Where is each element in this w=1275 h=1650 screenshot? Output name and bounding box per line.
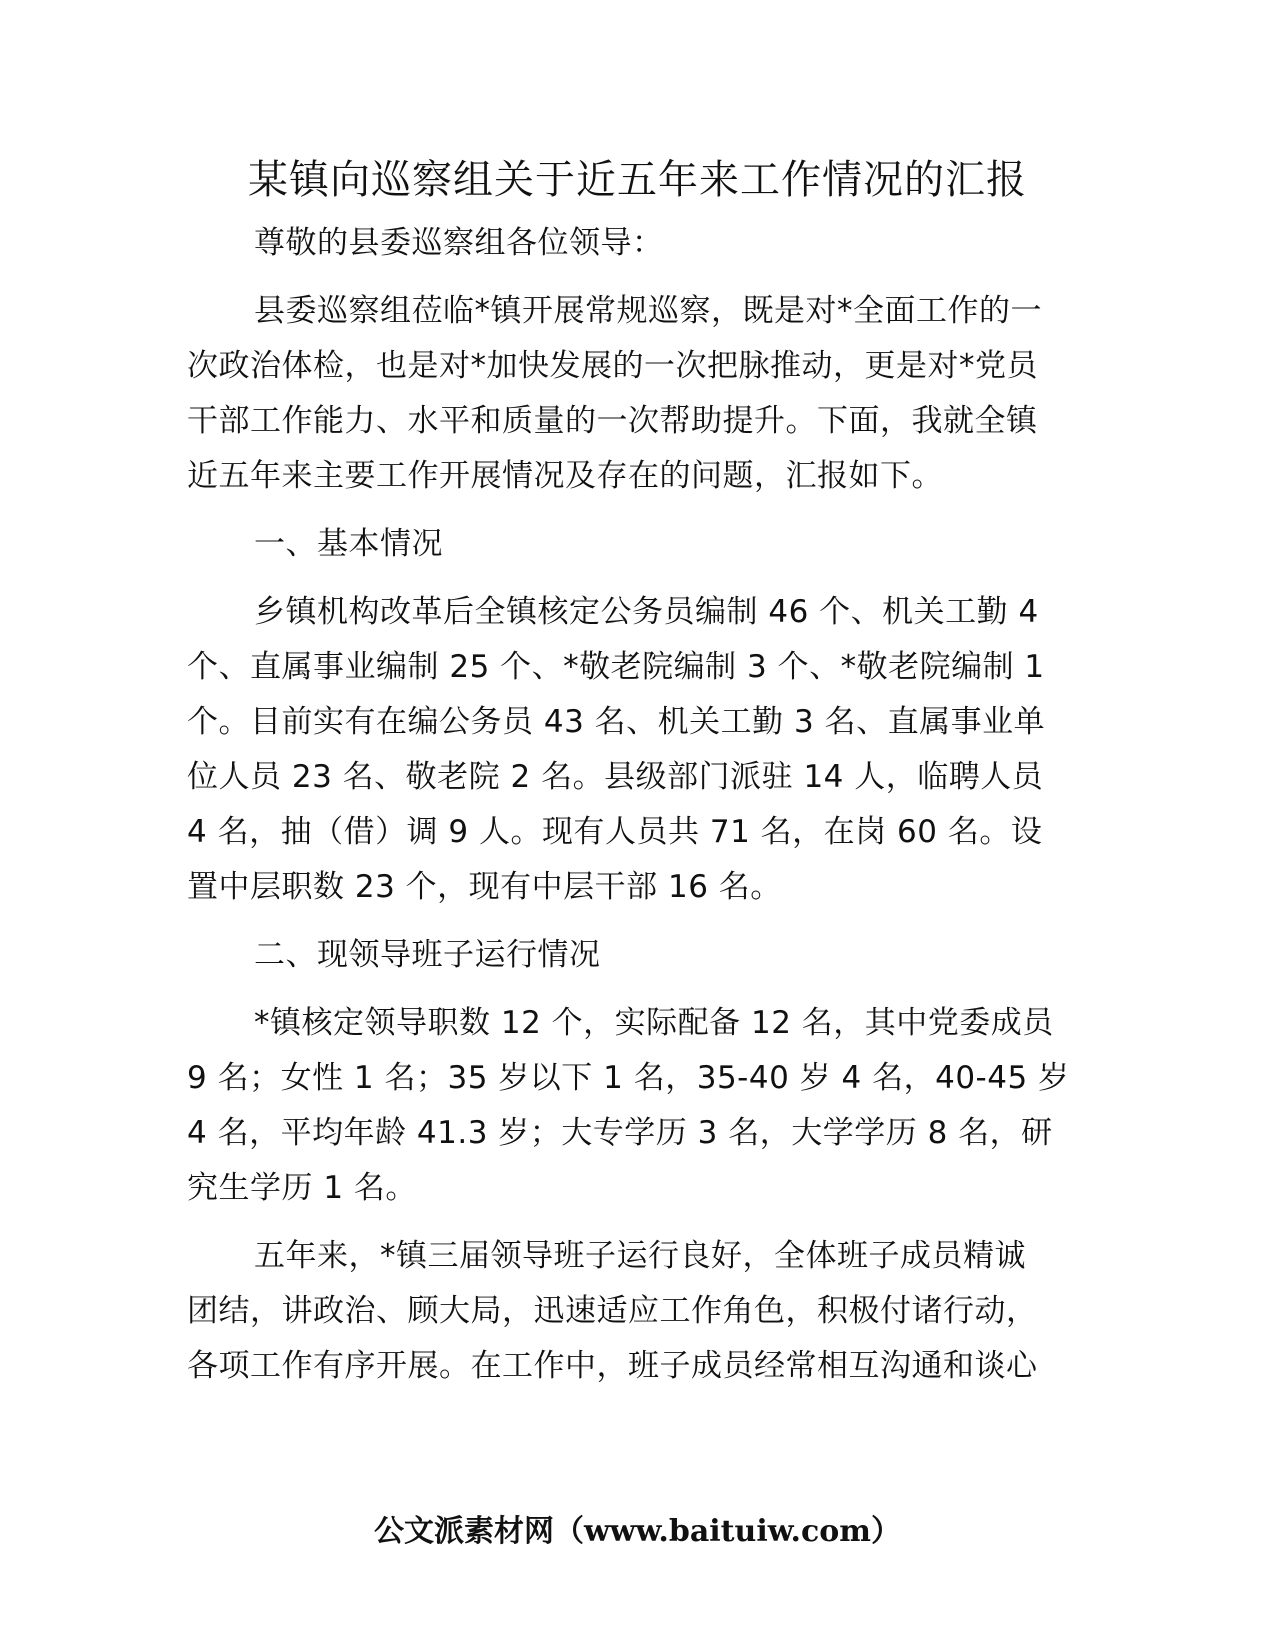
paragraph-line: 4 名，平均年龄 41.3 岁；大专学历 3 名，大学学历 8 名，研 <box>187 1115 1053 1151</box>
paragraph-line: 乡镇机构改革后全镇核定公务员编制 46 个、机关工勤 4 <box>254 594 1039 630</box>
document-title: 某镇向巡察组关于近五年来工作情况的汇报 <box>248 157 1027 203</box>
paragraph-line: 各项工作有序开展。在工作中，班子成员经常相互沟通和谈心 <box>187 1348 1038 1384</box>
paragraph-line: 五年来，*镇三届领导班子运行良好，全体班子成员精诚 <box>254 1238 1026 1274</box>
paragraph-line: 个。目前实有在编公务员 43 名、机关工勤 3 名、直属事业单 <box>187 704 1046 740</box>
paragraph-line: 9 名；女性 1 名；35 岁以下 1 名，35-40 岁 4 名，40-45 岁 <box>187 1060 1070 1096</box>
paragraph-line: 置中层职数 23 个，现有中层干部 16 名。 <box>187 869 782 905</box>
paragraph-line: 县委巡察组莅临*镇开展常规巡察，既是对*全面工作的一 <box>254 293 1042 329</box>
paragraph-line: 团结，讲政治、顾大局，迅速适应工作角色，积极付诸行动， <box>187 1293 1038 1329</box>
paragraph-line: 干部工作能力、水平和质量的一次帮助提升。下面，我就全镇 <box>187 403 1038 439</box>
paragraph-line: 次政治体检，也是对*加快发展的一次把脉推动，更是对*党员 <box>187 348 1038 384</box>
salutation: 尊敬的县委巡察组各位领导： <box>254 225 664 261</box>
paragraph-line: *镇核定领导职数 12 个，实际配备 12 名，其中党委成员 <box>254 1005 1054 1041</box>
paragraph-line: 究生学历 1 名。 <box>187 1170 417 1206</box>
section-heading: 一、基本情况 <box>254 526 443 562</box>
paragraph-line: 4 名，抽（借）调 9 人。现有人员共 71 名，在岗 60 名。设 <box>187 814 1043 850</box>
paragraph-line: 个、直属事业编制 25 个、*敬老院编制 3 个、*敬老院编制 1 <box>187 649 1045 685</box>
section-heading: 二、现领导班子运行情况 <box>254 937 601 973</box>
paragraph-line: 位人员 23 名、敬老院 2 名。县级部门派驻 14 人，临聘人员 <box>187 759 1044 795</box>
paragraph-line: 近五年来主要工作开展情况及存在的问题，汇报如下。 <box>187 458 943 494</box>
footer-watermark: 公文派素材网（www.baituiw.com） <box>373 1514 902 1549</box>
